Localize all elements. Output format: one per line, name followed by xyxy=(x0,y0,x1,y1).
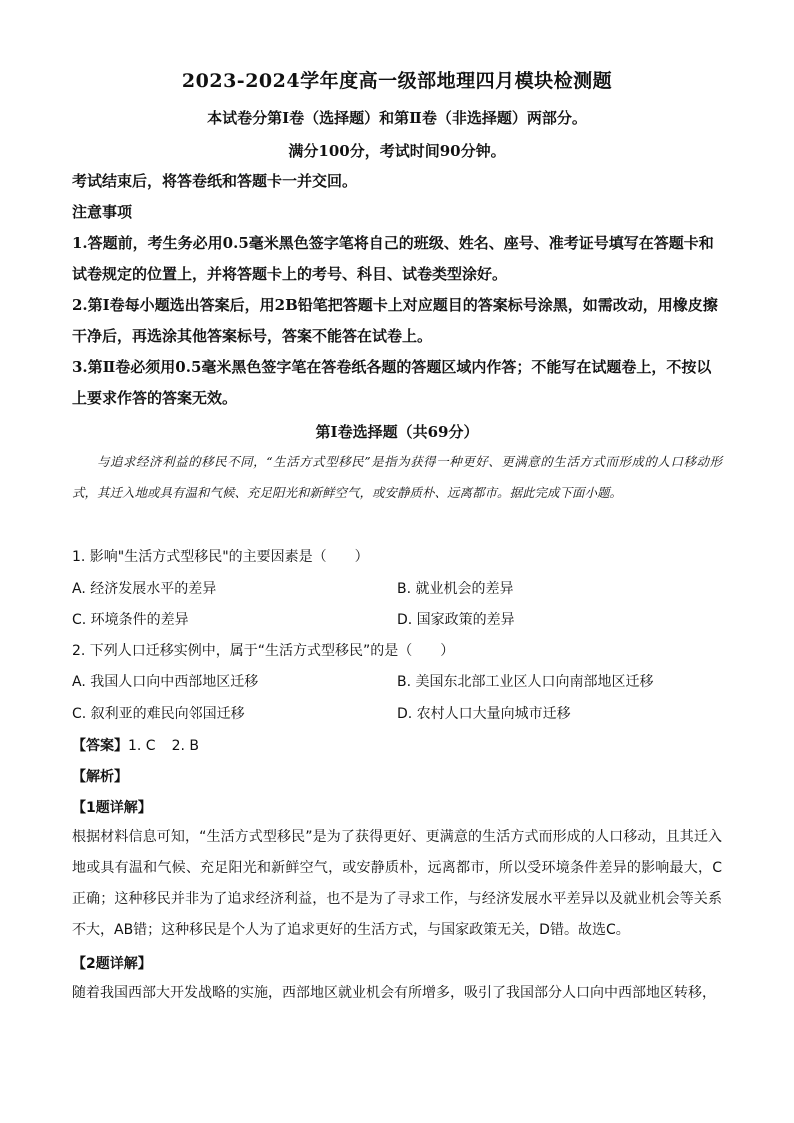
q2-analysis-text: 随着我国西部大开发战略的实施，西部地区就业机会有所增多，吸引了我国部分人口向中西部地区转移， xyxy=(72,985,716,1001)
q2-option-c: C. 叙利亚的难民向邻国迁移 xyxy=(72,706,245,722)
analysis-tag: 【解析】 xyxy=(72,769,128,785)
q2-analysis-tag: 【2题详解】 xyxy=(72,956,152,972)
notice-return: 考试结束后，将答卷纸和答题卡一并交回。 xyxy=(72,172,358,190)
answer-2: 2. B xyxy=(171,738,200,754)
notice-item-3: 3.第Ⅱ卷必须用0.5毫米黑色签字笔在答卷纸各题的答题区域内作答；不能写在试题卷上，不按以上要求作答的答案无效。 xyxy=(72,358,712,407)
reading-material: 与追求经济利益的移民不同，“生活方式型移民”是指为获得一种更好、更满意的生活方式而形成的人口移动形式，其迁入地或具有温和气候、充足阳光和新鲜空气，或安静质朴、远离都市。据此完成下面小题。 xyxy=(72,454,722,500)
q1-option-d: D. 国家政策的差异 xyxy=(397,612,515,628)
q2-option-b: B. 美国东北部工业区人口向南部地区迁移 xyxy=(397,674,654,690)
answer-line xyxy=(72,735,199,755)
q2-option-d: D. 农村人口大量向城市迁移 xyxy=(397,706,571,722)
q1-option-b: B. 就业机会的差异 xyxy=(397,581,514,597)
q1-analysis-text: 根据材料信息可知，“生活方式型移民”是为了获得更好、更满意的生活方式而形成的人口移动，且其迁入地或具有温和气候、充足阳光和新鲜空气，或安静质朴，远离都市，所以受环境条件差异的影响最大，C正确；这种移民并非为了追求经济利益，也不是为了寻求工作，与经济发展水平差异以及就业机会等关系不大，AB错；这种移民是个人为了追求更好的生活方式，与国家政策无关，D错。故选C。 xyxy=(72,829,722,938)
subtitle-score-time: 满分100分，考试时间90分钟。 xyxy=(288,142,506,160)
notice-item-1: 1.答题前，考生务必用0.5毫米黑色签字笔将自己的班级、姓名、座号、准考证号填写在答题卡和试卷规定的位置上，并将答题卡上的考号、科目、试卷类型涂好。 xyxy=(72,234,714,283)
q1-option-a: A. 经济发展水平的差异 xyxy=(72,581,217,597)
q2-option-a: A. 我国人口向中西部地区迁移 xyxy=(72,674,259,690)
answer-1: 1. C xyxy=(128,738,156,754)
notice-item-2: 2.第Ⅰ卷每小题选出答案后，用2B铅笔把答题卡上对应题目的答案标号涂黑，如需改动，用橡皮擦干净后，再选涂其他答案标号，答案不能答在试卷上。 xyxy=(72,296,718,345)
q1-analysis-tag: 【1题详解】 xyxy=(72,800,152,816)
answer-tag: 【答案】 xyxy=(72,738,128,754)
subtitle-paper-structure: 本试卷分第Ⅰ卷（选择题）和第Ⅱ卷（非选择题）两部分。 xyxy=(207,109,587,127)
notice-heading: 注意事项 xyxy=(72,203,133,221)
question-1-stem: 1. 影响"生活方式型移民"的主要因素是（ ） xyxy=(72,549,369,565)
page-title: 2023-2024学年度高一级部地理四月模块检测题 xyxy=(181,70,613,92)
q1-option-c: C. 环境条件的差异 xyxy=(72,612,189,628)
section-title: 第Ⅰ卷选择题（共69分） xyxy=(315,423,479,441)
question-2-stem: 2. 下列人口迁移实例中，属于“生活方式型移民”的是（ ） xyxy=(72,643,455,659)
